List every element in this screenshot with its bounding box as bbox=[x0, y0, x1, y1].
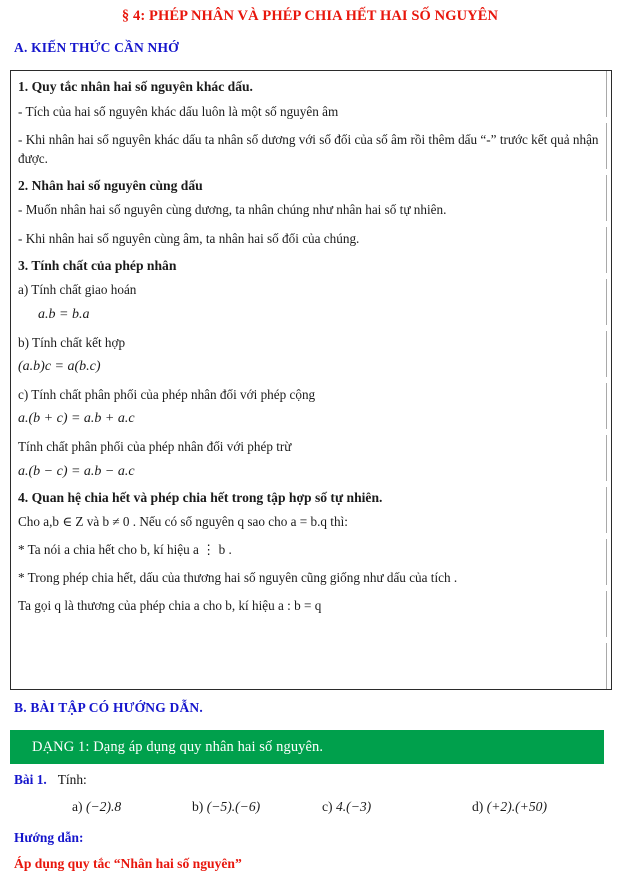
rule-2-line-2: - Khi nhân hai số nguyên cùng âm, ta nhân hai số đối của chúng. bbox=[18, 231, 360, 247]
section-b-heading: B. BÀI TẬP CÓ HƯỚNG DẪN. bbox=[14, 700, 203, 715]
rule-1-line-1: - Tích của hai số nguyên khác dấu luôn là một số nguyên âm bbox=[18, 103, 339, 119]
formula-commutative: a.b = b.a bbox=[38, 306, 90, 322]
hint-label: Hướng dẫn: bbox=[14, 830, 84, 845]
rule-3-a-label: a) Tính chất giao hoán bbox=[18, 282, 137, 298]
dang-1-banner-label: DẠNG 1: Dạng áp dụng quy nhân hai số nguyên. bbox=[32, 738, 324, 755]
exercise-items-row bbox=[14, 799, 610, 821]
page-title: § 4: PHÉP NHÂN VÀ PHÉP CHIA HẾT HAI SỐ NGUYÊN bbox=[121, 8, 499, 24]
exercise-title-line bbox=[14, 772, 610, 788]
rule-4-bullet-3: Ta gọi q là thương của phép chia a cho b, kí hiệu a : b = q bbox=[18, 597, 322, 613]
exercise-item-b bbox=[192, 799, 260, 815]
dang-1-banner bbox=[10, 730, 604, 764]
rule-2-heading: 2. Nhân hai số nguyên cùng dấu bbox=[18, 177, 203, 193]
rule-3-b-label: b) Tính chất kết hợp bbox=[18, 334, 126, 350]
knowledge-box bbox=[10, 70, 612, 690]
rule-1-heading: 1. Quy tắc nhân hai số nguyên khác dấu. bbox=[18, 79, 253, 94]
rule-3-d-label: Tính chất phân phối của phép nhân đối với phép trừ bbox=[18, 439, 292, 455]
exercise-label: Bài 1. bbox=[14, 772, 47, 787]
rule-2-line-1: - Muốn nhân hai số nguyên cùng dương, ta nhân chúng như nhân hai số tự nhiên. bbox=[18, 202, 447, 218]
rule-1-line-2: - Khi nhân hai số nguyên khác dấu ta nhân số dương với số đối của số âm rồi thêm dấu “-” trước kết quả nhận được. bbox=[18, 132, 599, 167]
formula-distributive-add: a.(b + c) = a.b + a.c bbox=[18, 411, 135, 427]
exercise-item-c-expression: 4.(−3) bbox=[335, 799, 372, 814]
rule-3-c-label: c) Tính chất phân phối của phép nhân đối với phép cộng bbox=[18, 387, 316, 403]
exercise-item-a-expression: (−2).8 bbox=[85, 799, 122, 814]
formula-distributive-sub: a.(b − c) = a.b − a.c bbox=[18, 463, 135, 479]
section-a-heading: A. KIẾN THỨC CẦN NHỚ bbox=[14, 39, 179, 55]
hint-text: Áp dụng quy tắc “Nhân hai số nguyên” bbox=[14, 856, 242, 871]
exercise-item-b-expression: (−5).(−6) bbox=[206, 799, 261, 814]
rule-4-intro: Cho a,b ∈ Z và b ≠ 0 . Nếu có số nguyên q sao cho a = b.q thì: bbox=[18, 514, 348, 530]
exercise-item-a-letter: a) bbox=[72, 799, 83, 814]
exercise-item-d-expression: (+2).(+50) bbox=[486, 799, 547, 814]
rule-4-heading: 4. Quan hệ chia hết và phép chia hết trong tập hợp số tự nhiên. bbox=[18, 489, 383, 505]
rule-4-bullet-1: * Ta nói a chia hết cho b, kí hiệu a ⋮ b . bbox=[18, 542, 232, 558]
exercise-item-b-letter: b) bbox=[192, 799, 204, 814]
rule-4-bullet-2: * Trong phép chia hết, dấu của thương hai số nguyên cũng giống như dấu của tích . bbox=[18, 569, 458, 585]
exercise-item-c bbox=[322, 799, 371, 815]
exercise-item-a bbox=[72, 799, 121, 815]
exercise-item-c-letter: c) bbox=[322, 799, 333, 814]
table-inner-rule bbox=[606, 71, 607, 689]
exercise-item-d bbox=[472, 799, 547, 815]
exercise-item-d-letter: d) bbox=[472, 799, 484, 814]
formula-associative: (a.b)c = a(b.c) bbox=[18, 358, 101, 374]
rule-3-heading: 3. Tính chất của phép nhân bbox=[18, 257, 177, 273]
exercise-block bbox=[14, 772, 610, 872]
exercise-verb: Tính: bbox=[57, 772, 87, 787]
